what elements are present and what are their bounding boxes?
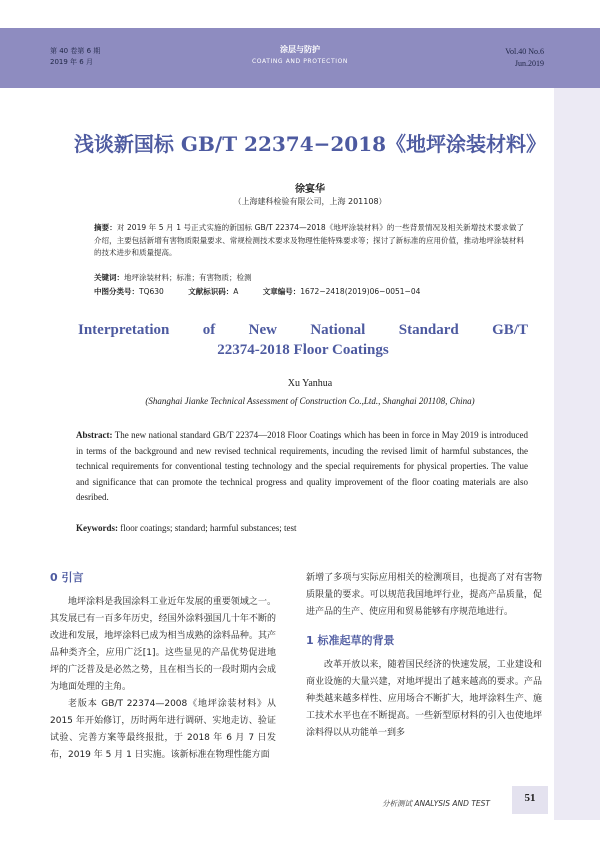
- classification: [94, 286, 420, 297]
- title-en-line2: 22374-2018 Floor Coatings: [217, 342, 389, 358]
- section-0-paragraph-2-cont: 新增了多项与实际应用相关的检测项目，也提高了对有害物质限量的要求。可以规范我国地坪行业，提高产品质量，促进产品的生产、使应用和贸易能够有序规范地进行。: [306, 573, 542, 617]
- author-cn: 徐宴华: [295, 184, 325, 195]
- section-0-paragraph-1: 地坪涂料是我国涂料工业近年发展的重要领域之一。其发展已有一百多年历史，经国外涂料强国几十年不断的改进和发展，地坪涂料已成为相当成熟的涂料品种。其产品种类齐全，应用广泛[1]。这些显见的产品优势促进地坪的广泛普及是必然之势，且在相当长的一段时期内会成为地面处理的主角。: [50, 597, 276, 692]
- abstract-cn-text: 对 2019 年 5 月 1 号正式实施的新国标 GB/T 22374—2018《地坪涂装材料》的一些背景情况及相关新增技术要求做了介绍，主要包括新增有害物质限量要求、常规检测技术要求及物理性能特殊要求等；探讨了新标准的应用价值，推动地坪涂装材料的技术进步和质量提高。: [94, 223, 524, 257]
- article-no-label: 文章编号：: [262, 287, 301, 296]
- affiliation-cn: （上海建科检验有限公司，上海 201108）: [233, 197, 387, 206]
- keywords-en: [76, 523, 296, 533]
- date-cn: 2019 年 6 月: [50, 58, 93, 66]
- keywords-en-text: floor coatings; standard; harmful substances; test: [118, 523, 297, 533]
- volume-cn: 第 40 卷第 6 期: [50, 47, 101, 55]
- section-0-heading: 0 引言: [50, 571, 84, 584]
- journal-name-cn: 涂层与防护: [280, 45, 320, 54]
- doc-code-value: A: [233, 287, 239, 296]
- section-1-paragraph-1: 改革开放以来，随着国民经济的快速发展，工业建设和商业设施的大量兴建，对地坪提出了越来越高的要求。产品种类越来越多样性、应用场合不断扩大，地坪涂料生产、施工技术水平也在不断提高。一些新型原材料的引入也使地坪涂料得以从功能单一到多: [306, 660, 542, 738]
- doc-code-label: 文献标识码：: [188, 287, 234, 296]
- abstract-cn: [94, 222, 524, 260]
- footer-section-label: 分析测试 ANALYSIS AND TEST: [382, 799, 490, 808]
- abstract-cn-label: 摘要：: [94, 223, 117, 232]
- keywords-en-label: Keywords:: [76, 523, 118, 533]
- title-cn: 浅谈新国标 GB/T 22374−2018《地坪涂装材料》: [73, 132, 547, 156]
- date-en: Jun.2019: [514, 59, 544, 68]
- body-left-column: [50, 570, 276, 764]
- header-right: [505, 46, 544, 70]
- clc-value: TQ630: [139, 287, 164, 296]
- abstract-en: [76, 428, 528, 506]
- abstract-en-text: The new national standard GB/T 22374—2018 Floor Coatings which has been in force in May 2019 is introduced in terms of the background and new revised technical requirements, incuding the revised limit of harmful substances, the technical requirements for conventional testing technology and the special requirements for physical properties. The value and significance that can promote the technical progress and quality improvement of the floor coating materials are also desribed.: [76, 430, 528, 503]
- volume-en: Vol.40 No.6: [505, 47, 544, 56]
- body-right-column: [306, 570, 542, 742]
- title-en: [78, 320, 528, 360]
- clc-label: 中图分类号：: [94, 287, 139, 296]
- keywords-cn: [94, 272, 252, 283]
- section-1-heading: 1 标准起草的背景: [306, 634, 395, 647]
- title-en-line1: Interpretation of New National Standard GB/T: [78, 322, 528, 338]
- page-number: 51: [524, 792, 536, 804]
- keywords-cn-text: 地坪涂装材料；标准；有害物质；检测: [124, 273, 252, 282]
- section-0-paragraph-2: 老版本 GB/T 22374—2008《地坪涂装材料》从 2015 年开始修订，历时两年进行调研、实地走访、验证试验、完善方案等最终报批，于 2018 年 6 月 7 日发布，2019 年 5 月 1 日实施。该新标准在物理性能方面: [50, 699, 276, 760]
- article-no-value: 1672−2418(2019)06−0051−04: [300, 287, 421, 296]
- abstract-en-label: Abstract:: [76, 430, 113, 440]
- author-en: Xu Yanhua: [287, 378, 333, 389]
- keywords-cn-label: 关键词：: [94, 273, 124, 282]
- affiliation-en: (Shanghai Jianke Technical Assessment of Construction Co.,Ltd., Shanghai 201108, China): [145, 396, 475, 406]
- journal-name-en: COATING AND PROTECTION: [251, 58, 349, 65]
